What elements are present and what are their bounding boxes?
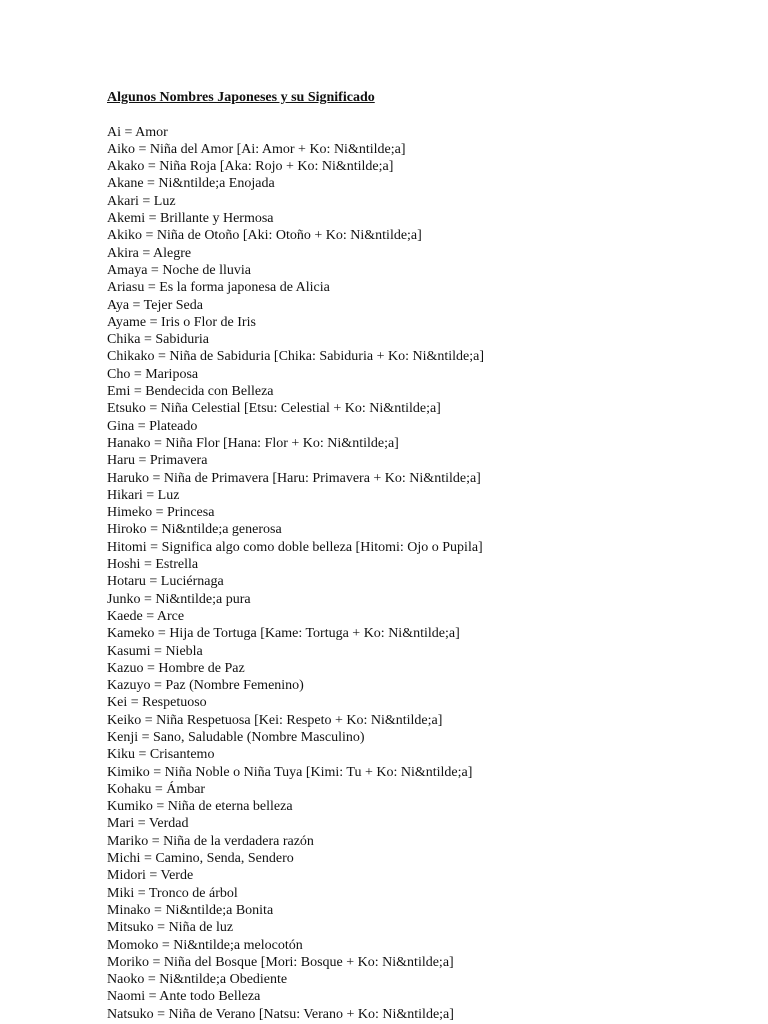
name-entry: Amaya = Noche de lluvia [107, 262, 251, 278]
name-entry: Junko = Ni&ntilde;a pura [107, 591, 251, 607]
name-entry: Michi = Camino, Senda, Sendero [107, 851, 294, 867]
document-title: Algunos Nombres Japoneses y su Significado [107, 90, 375, 105]
name-entry: Kei = Respetuoso [107, 695, 207, 711]
name-entry: Moriko = Niña del Bosque [Mori: Bosque + Ko: Ni&ntilde;a] [107, 954, 454, 970]
name-entry: Kameko = Hija de Tortuga [Kame: Tortuga + Ko: Ni&ntilde;a] [107, 626, 460, 642]
name-entry: Naomi = Ante todo Belleza [107, 989, 261, 1005]
name-entry: Kimiko = Niña Noble o Niña Tuya [Kimi: Tu + Ko: Ni&ntilde;a] [107, 764, 473, 780]
document-page [107, 89, 748, 1023]
name-entry: Hoshi = Estrella [107, 557, 199, 573]
name-entry: Kazuo = Hombre de Paz [107, 660, 245, 676]
name-entry: Midori = Verde [107, 868, 194, 884]
name-entry: Akane = Ni&ntilde;a Enojada [107, 176, 275, 192]
name-entry: Kazuyo = Paz (Nombre Femenino) [107, 678, 304, 694]
name-entry: Haru = Primavera [107, 453, 208, 469]
name-entry: Ayame = Iris o Flor de Iris [107, 314, 256, 330]
name-list [107, 124, 748, 1023]
name-entry: Kumiko = Niña de eterna belleza [107, 799, 293, 815]
name-entry: Akari = Luz [107, 193, 176, 209]
name-entry: Miki = Tronco de árbol [107, 885, 238, 901]
name-entry: Akako = Niña Roja [Aka: Rojo + Ko: Ni&ntilde;a] [107, 159, 394, 175]
name-entry: Momoko = Ni&ntilde;a melocotón [107, 937, 303, 953]
name-entry: Kiku = Crisantemo [107, 747, 215, 763]
name-entry: Naoko = Ni&ntilde;a Obediente [107, 972, 288, 988]
name-entry: Kasumi = Niebla [107, 643, 203, 659]
name-entry: Hitomi = Significa algo como doble belleza [Hitomi: Ojo o Pupila] [107, 539, 483, 555]
name-entry: Hanako = Niña Flor [Hana: Flor + Ko: Ni&ntilde;a] [107, 435, 399, 451]
name-entry: Aya = Tejer Seda [107, 297, 203, 313]
name-entry: Mitsuko = Niña de luz [107, 920, 234, 936]
name-entry: Akira = Alegre [107, 245, 192, 261]
name-entry: Etsuko = Niña Celestial [Etsu: Celestial + Ko: Ni&ntilde;a] [107, 401, 441, 417]
name-entry: Mari = Verdad [107, 816, 189, 832]
name-entry: Akiko = Niña de Otoño [Aki: Otoño + Ko: Ni&ntilde;a] [107, 228, 422, 244]
name-entry: Chikako = Niña de Sabiduria [Chika: Sabiduria + Ko: Ni&ntilde;a] [107, 349, 485, 365]
name-entry: Ariasu = Es la forma japonesa de Alicia [107, 280, 330, 296]
name-entry: Akemi = Brillante y Hermosa [107, 211, 274, 227]
name-entry: Hotaru = Luciérnaga [107, 574, 224, 590]
name-entry: Keiko = Niña Respetuosa [Kei: Respeto + Ko: Ni&ntilde;a] [107, 712, 443, 728]
name-entry: Kohaku = Ámbar [107, 781, 206, 797]
name-entry: Ai = Amor [107, 124, 168, 140]
name-entry: Kaede = Arce [107, 608, 185, 624]
name-entry: Emi = Bendecida con Belleza [107, 384, 274, 400]
name-entry: Himeko = Princesa [107, 505, 215, 521]
name-entry: Cho = Mariposa [107, 366, 199, 382]
name-entry: Kenji = Sano, Saludable (Nombre Masculino) [107, 729, 365, 745]
name-entry: Natsuko = Niña de Verano [Natsu: Verano + Ko: Ni&ntilde;a] [107, 1006, 454, 1022]
name-entry: Hikari = Luz [107, 487, 180, 503]
name-entry: Chika = Sabiduria [107, 332, 209, 348]
name-entry: Minako = Ni&ntilde;a Bonita [107, 902, 274, 918]
name-entry: Hiroko = Ni&ntilde;a generosa [107, 522, 282, 538]
name-entry: Aiko = Niña del Amor [Ai: Amor + Ko: Ni&ntilde;a] [107, 141, 406, 157]
name-entry: Mariko = Niña de la verdadera razón [107, 833, 314, 849]
name-entry: Gina = Plateado [107, 418, 198, 434]
name-entry: Haruko = Niña de Primavera [Haru: Primavera + Ko: Ni&ntilde;a] [107, 470, 481, 486]
